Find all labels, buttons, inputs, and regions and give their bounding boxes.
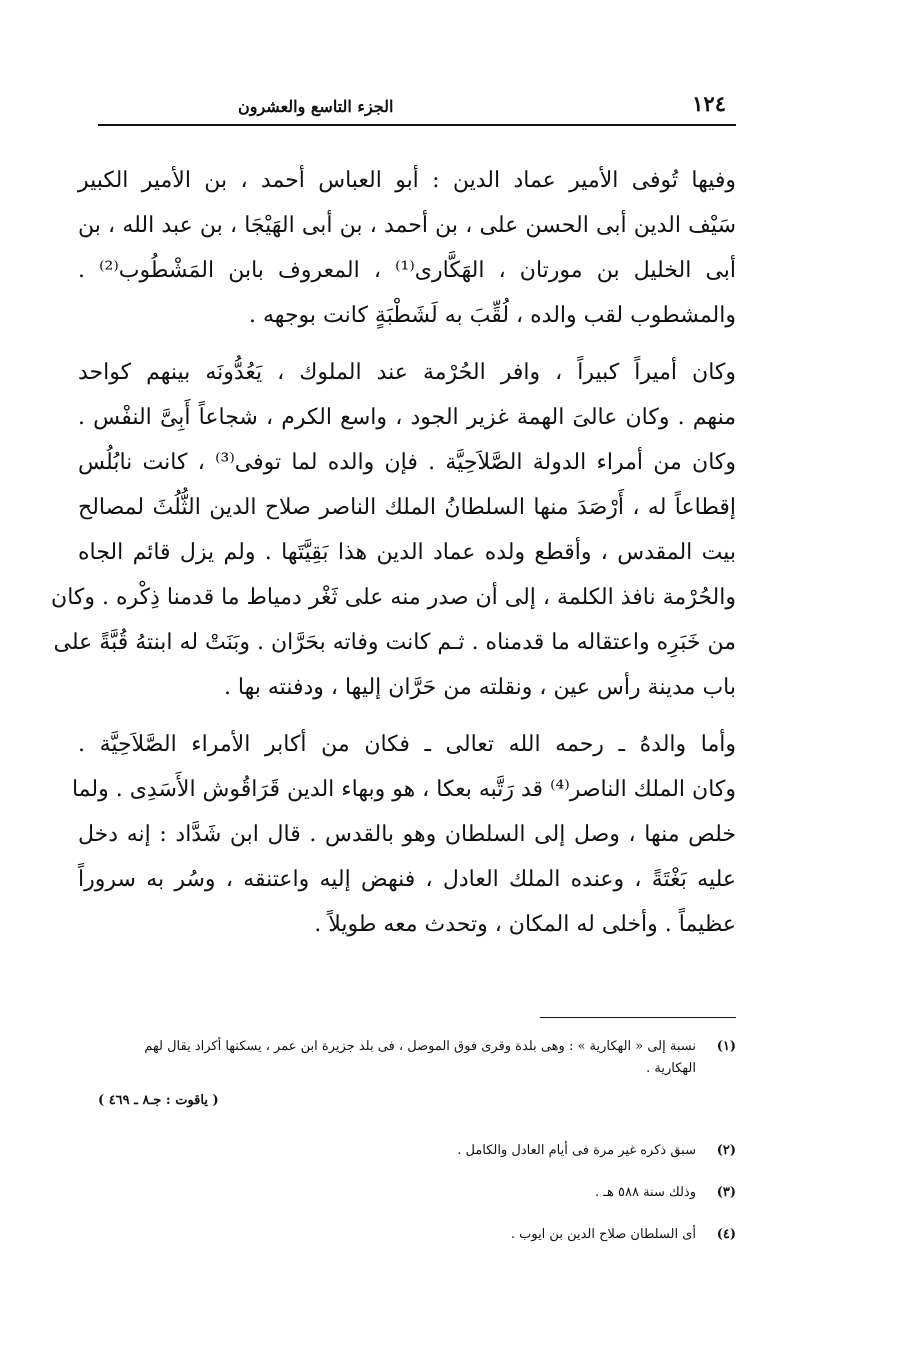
running-title: الجزء التاسع والعشرون (238, 97, 394, 116)
text-line: من خَبَرِه واعتقاله ما قدمناه . ثـم كانت وفاته بحَرَّان . وبَنَتْ له ابنتهُ قُبَّةً على (53, 630, 736, 655)
text-line: خلص منها ، وصل إلى السلطان وهو بالقدس . قال ابن شَدَّاد : إنه دخل (78, 822, 736, 847)
text-line: باب مدينة رأس عين ، ونقلته من حَرَّان إليها ، ودفنته بها . (223, 675, 736, 700)
paragraph-3 (71, 722, 736, 947)
footnote-number: (٢) (716, 1143, 736, 1158)
text-line: والمشطوب لقب والده ، لُقِّبَ به لَشَطْبَةٍ كانت بوجهه . (249, 303, 736, 328)
text-line: عظيماً . وأخلى له المكان ، وتحدث معه طويلاً . (314, 912, 736, 937)
text-line: بيت المقدس ، وأقطع ولده عماد الدين هذا بَقِيَّتَها . ولم يزل قائم الجاه (78, 540, 736, 565)
footnote-rule (540, 1017, 736, 1018)
paragraph-2 (51, 350, 736, 710)
text-line: منهم . وكان عالىَ الهمة غزير الجود ، واسع الكرم ، شجاعاً أَبِىَّ النفْس . (78, 405, 736, 430)
paragraph-1 (78, 158, 736, 338)
footnote-2 (90, 1140, 736, 1162)
footnote-1 (90, 1036, 736, 1058)
footnotes (90, 1036, 736, 1246)
footnote-number: (٤) (716, 1227, 736, 1242)
page-number: ١٢٤ (692, 91, 726, 116)
text-line: والحُرْمة نافذ الكلمة ، إلى أن صدر منه على ثَغْر دمياط ما قدمنا ذِكْره . وكان (51, 585, 736, 610)
page-header (98, 82, 726, 116)
main-text (51, 158, 737, 947)
footnote-3 (90, 1182, 736, 1204)
footnote-number: (١) (716, 1039, 736, 1054)
text-line: أبى الخليل بن مورتان ، الهَكَّارى⁽¹⁾ ، المعروف بابن المَشْطُوب⁽²⁾ . (78, 258, 737, 283)
header-rule (98, 124, 736, 126)
text-line: سَيْف الدين أبى الحسن على ، بن أحمد ، بن أبى الهَيْجَا ، بن عبد الله ، بن (78, 213, 736, 238)
text-line: إقطاعاً له ، أَرْصَدَ منها السلطانُ الملك الناصر صلاح الدين الثُّلُثَ لمصالح (78, 495, 736, 520)
text-line: وكان الملك الناصر⁽⁴⁾ قد رَتَّبه بعكا ، هو وبهاء الدين قَرَاقُوش الأَسَدِى . ولما (71, 777, 736, 802)
text-line: وفيها تُوفى الأمير عماد الدين : أبو العباس أحمد ، بن الأمير الكبير (78, 168, 736, 193)
footnote-text: سبق ذكره غير مرة فى أيام العادل والكامل . (457, 1143, 696, 1158)
text-line: وكان من أمراء الدولة الصَّلاَحِيَّة . فإن والده لما توفى⁽³⁾ ، كانت نابُلُس (78, 450, 736, 475)
footnote-1-reference: ( ياقوت : جـ٨ ـ ٤٦٩ ) (98, 1093, 219, 1108)
footnote-text: نسبة إلى « الهكارية » : وهى بلدة وقرى فوق الموصل ، فى بلد جزيرة ابن عمر ، يسكنها أكراد يقال لهم (144, 1039, 696, 1054)
footnote-text: وذلك سنة ٥٨٨ هـ . (594, 1185, 696, 1200)
footnote-4 (90, 1224, 736, 1246)
footnote-1-continuation: الهكارية . (646, 1061, 696, 1076)
footnote-number: (٣) (716, 1185, 736, 1200)
text-line: وأما والدهُ ـ رحمه الله تعالى ـ فكان من أكابر الأمراء الصَّلاَحِيَّة . (78, 732, 736, 757)
footnote-text: أى السلطان صلاح الدين بن ايوب . (510, 1227, 696, 1242)
text-line: عليه بَغْتَةً ، وعنده الملك العادل ، فنهض إليه واعتنقه ، وسُر به سروراً (78, 867, 736, 892)
text-line: وكان أميراً كبيراً ، وافر الحُرْمة عند الملوك ، يَعُدُّونَه بينهم كواحد (78, 360, 736, 385)
